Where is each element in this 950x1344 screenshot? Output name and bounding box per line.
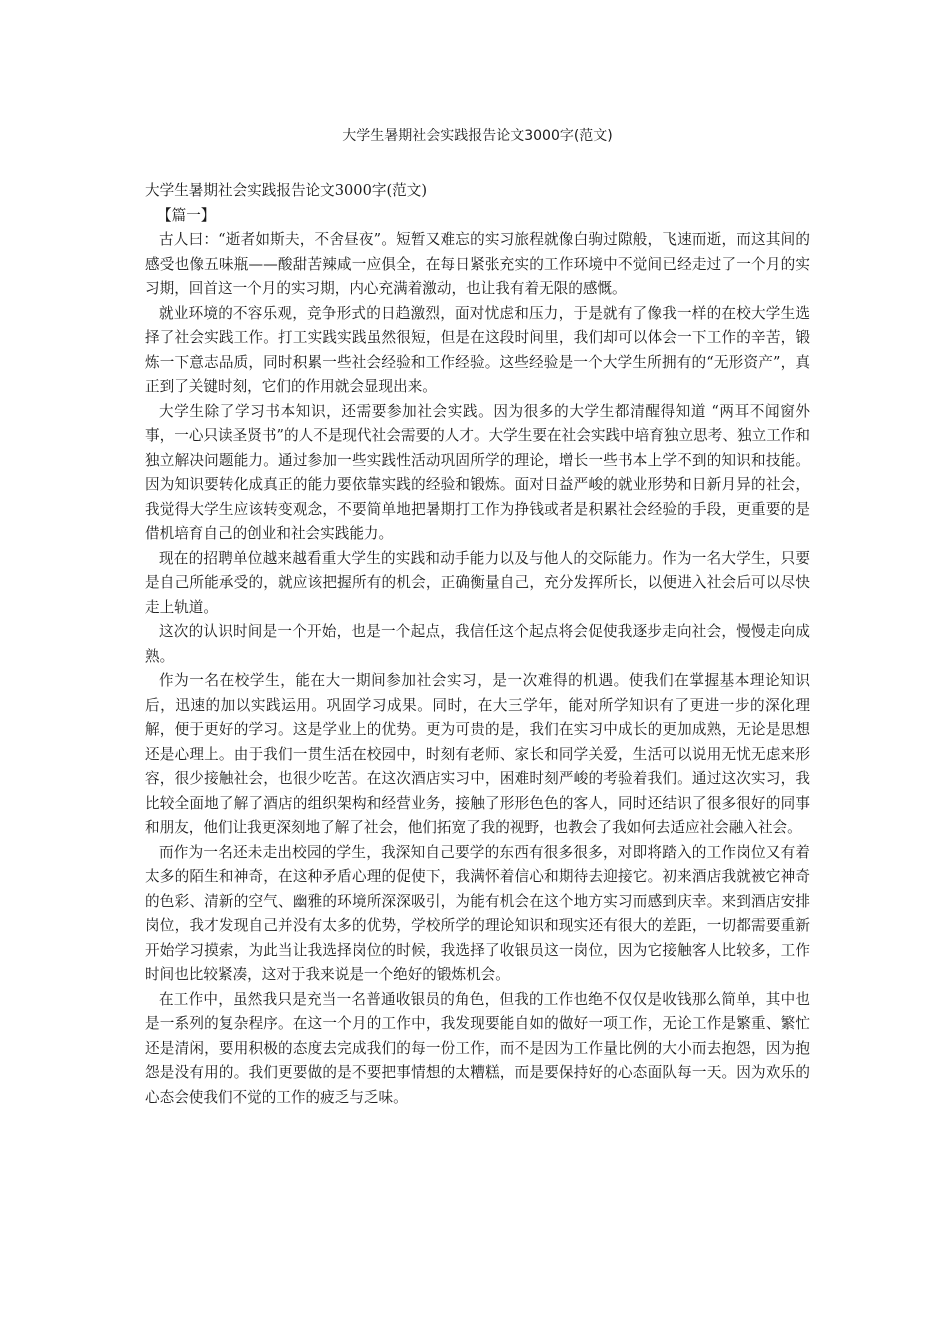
section-label: 【篇一】: [157, 206, 216, 224]
paragraph: 这次的认识时间是一个开始，也是一个起点，我信任这个起点将会促使我逐步走向社会，慢慢走向成熟。: [145, 623, 810, 665]
document-subtitle: 大学生暑期社会实践报告论文3000字(范文): [145, 182, 428, 199]
paragraph: 古人曰：“逝者如斯夫，不舍昼夜”。短暂又难忘的实习旅程就像白驹过隙般，飞速而逝，而这其间的感受也像五味瓶——酸甜苦辣咸一应俱全，在每日紧张充实的工作环境中不觉间已经走过了一个月的实习期，回首这一个月的实习期，内心充满着激动，也让我有着无限的感慨。: [145, 231, 810, 297]
document-body: [145, 179, 810, 1110]
paragraph: 现在的招聘单位越来越看重大学生的实践和动手能力以及与他人的交际能力。作为一名大学生，只要是自己所能承受的，就应该把握所有的机会，正确衡量自己，充分发挥所长，以便进入社会后可以尽快走上轨道。: [145, 549, 810, 616]
paragraph: 在工作中，虽然我只是充当一名普通收银员的角色，但我的工作也绝不仅仅是收钱那么简单，其中也是一系列的复杂程序。在这一个月的工作中，我发现要能自如的做好一项工作，无论工作是繁重、繁忙还是清闲，要用积极的态度去完成我们的每一份工作，而不是因为工作量比例的大小而去抱怨，因为抱怨是没有用的。我们更要做的是不要把事情想的太糟糕，而是要保持好的心态面队每一天。因为欢乐的心态会使我们不觉的工作的疲乏与乏味。: [145, 990, 810, 1106]
paragraph: 而作为一名还未走出校园的学生，我深知自己要学的东西有很多很多，对即将踏入的工作岗位又有着太多的陌生和神奇，在这种矛盾心理的促使下，我满怀着信心和期待去迎接它。初来酒店我就被它神奇的色彩、清新的空气、幽雅的环境所深深吸引，为能有机会在这个地方实习而感到庆幸。来到酒店安排岗位，我才发现自己并没有太多的优势，学校所学的理论知识和现实还有很大的差距，一切都需要重新开始学习摸索，为此当让我选择岗位的时候，我选择了收银员这一岗位，因为它接触客人比较多，工作时间也比较紧凑，这对于我来说是一个绝好的锻炼机会。: [145, 843, 810, 983]
document-page: [145, 0, 810, 1344]
document-title: 大学生暑期社会实践报告论文3000字(范文): [342, 128, 613, 144]
paragraph: 就业环境的不容乐观，竞争形式的日趋激烈，面对忧虑和压力，于是就有了像我一样的在校大学生选择了社会实践工作。打工实践实践虽然很短，但是在这段时间里，我们却可以体会一下工作的辛苦，锻炼一下意志品质，同时积累一些社会经验和工作经验。这些经验是一个大学生所拥有的“无形资产”，真正到了关键时刻，它们的作用就会显现出来。: [145, 304, 810, 395]
paragraph: 作为一名在校学生，能在大一期间参加社会实习，是一次难得的机遇。使我们在掌握基本理论知识后，迅速的加以实践运用。巩固学习成果。同时，在大三学年，能对所学知识有了更进一步的深化理解，便于更好的学习。这是学业上的优势。更为可贵的是，我们在实习中成长的更加成熟，无论是思想还是心理上。由于我们一贯生活在校园中，时刻有老师、家长和同学关爱，生活可以说用无忧无虑来形容，很少接触社会，也很少吃苦。在这次酒店实习中，困难时刻严峻的考验着我们。通过这次实习，我比较全面地了解了酒店的组织架构和经营业务，接触了形形色色的客人，同时还结识了很多很好的同事和朋友，他们让我更深刻地了解了社会，他们拓宽了我的视野，也教会了我如何去适应社会融入社会。: [145, 672, 810, 836]
paragraph: 大学生除了学习书本知识，还需要参加社会实践。因为很多的大学生都清醒得知道 “两耳不闻窗外事，一心只读圣贤书”的人不是现代社会需要的人才。大学生要在社会实践中培育独立思考、独立工作和独立解决问题能力。通过参加一些实践性活动巩固所学的理论，增长一些书本上学不到的知识和技能。因为知识要转化成真正的能力要依靠实践的经验和锻炼。面对日益严峻的就业形势和日新月异的社会，我觉得大学生应该转变观念，不要简单地把暑期打工作为挣钱或者是积累社会经验的手段，更重要的是借机培育自己的创业和社会实践能力。: [145, 402, 810, 542]
